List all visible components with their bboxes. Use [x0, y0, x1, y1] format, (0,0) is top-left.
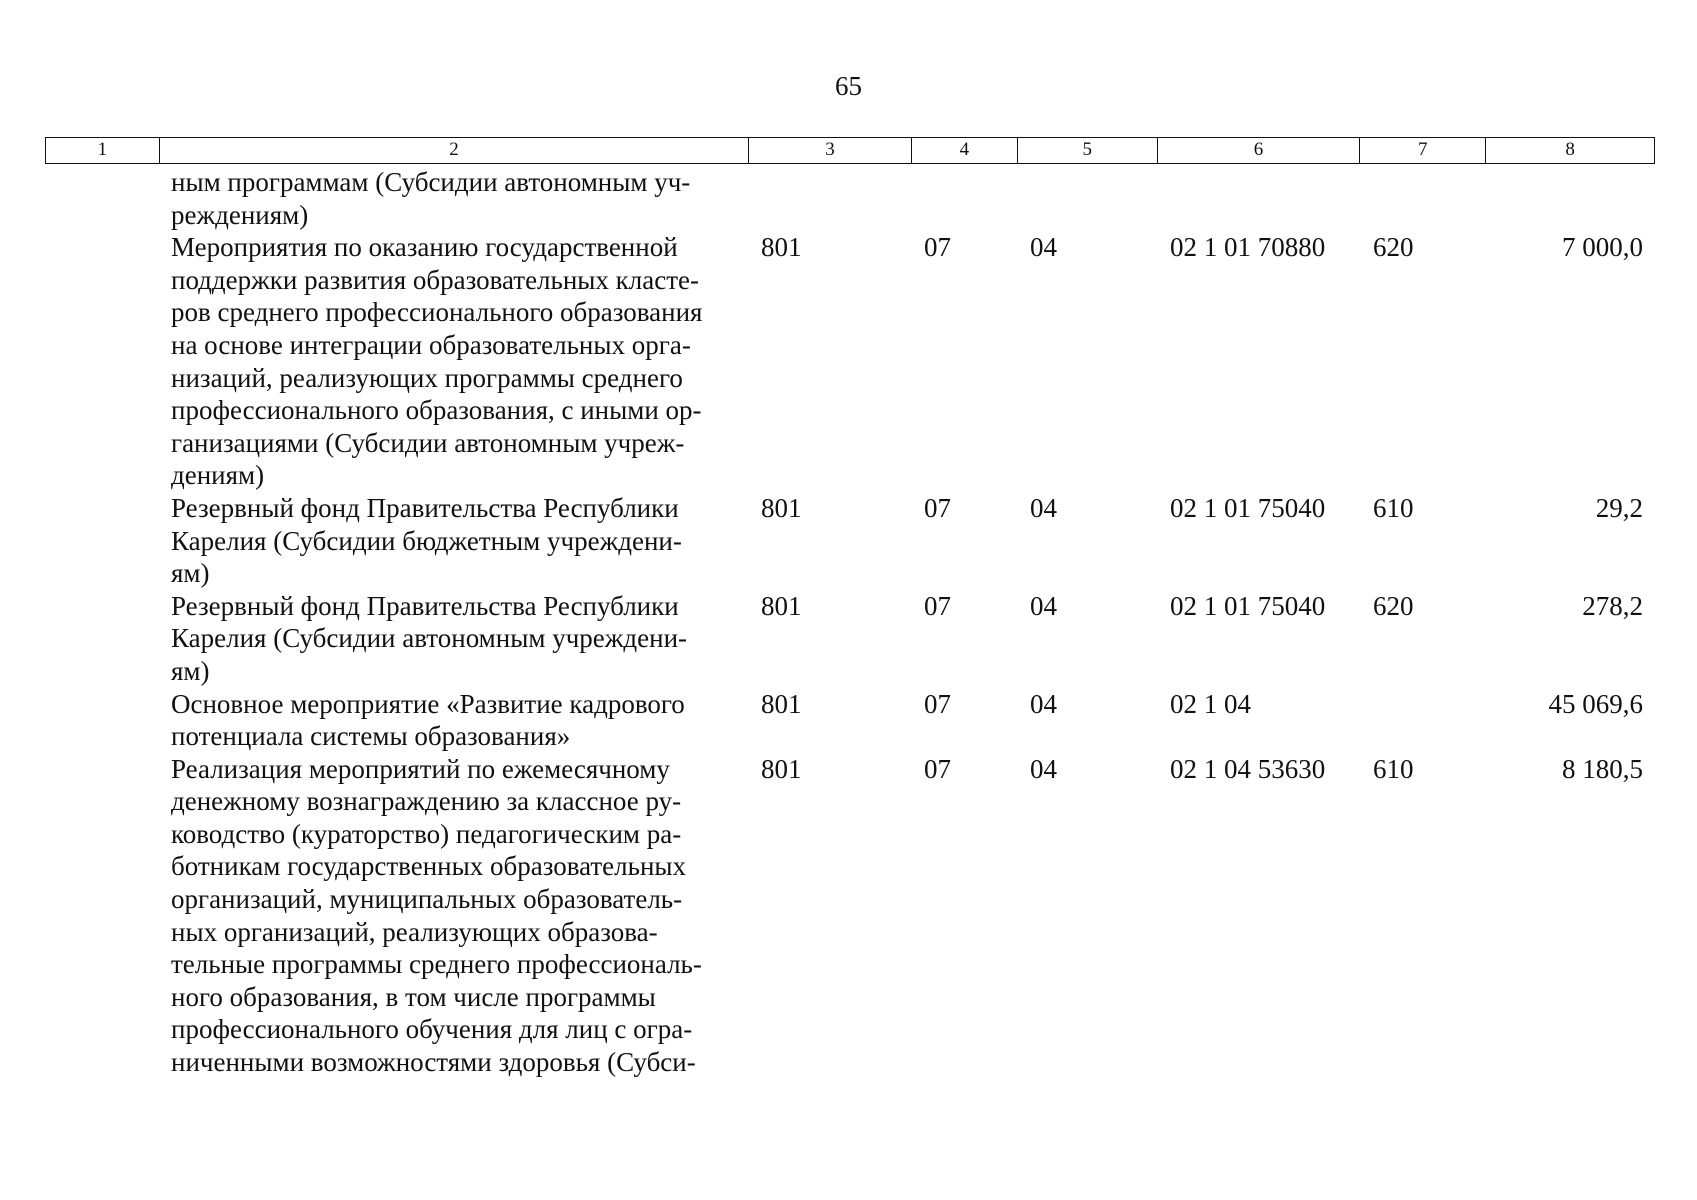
description-line: ров среднего профессионального образования	[171, 297, 703, 328]
header-col-5: 5	[1018, 138, 1158, 163]
cell-subsection: 04	[1030, 232, 1057, 263]
table-row	[45, 492, 1655, 590]
cell-section: 07	[924, 232, 951, 263]
cell-target-article	[1158, 166, 1361, 231]
cell-section: 07	[924, 688, 951, 719]
cell-section: 07	[924, 753, 951, 784]
cell-section: 07	[924, 590, 951, 621]
cell-ministry-code: 801	[761, 590, 802, 621]
description-line: Карелия (Субсидии бюджетным учреждени-	[171, 525, 682, 556]
header-col-8: 8	[1565, 139, 1575, 160]
description-line: денежному вознаграждению за классное ру-	[171, 786, 682, 817]
cell-amount	[1487, 166, 1655, 231]
cell-expense-type: 610	[1373, 753, 1414, 784]
description-line: ниченными возможностями здоровья (Субси-	[171, 1047, 696, 1078]
cell-description	[159, 492, 749, 590]
description-line: поддержки развития образовательных класте-	[171, 264, 700, 295]
cell-expense-type	[1361, 688, 1487, 753]
cell-amount: 8 180,5	[1562, 753, 1643, 784]
description-line: реждениям)	[171, 199, 309, 230]
description-line: низаций, реализующих программы среднего	[171, 362, 683, 393]
description-line: потенциала системы образования»	[171, 721, 571, 752]
cell-expense-type: 620	[1373, 232, 1414, 263]
header-col-1: 1	[46, 138, 160, 163]
cell-expense-type: 620	[1373, 590, 1414, 621]
cell-subsection	[1018, 166, 1158, 231]
cell-description	[159, 166, 749, 231]
description-line: профессионального образования, с иными ор-	[171, 395, 702, 426]
description-line: ководство (кураторство) педагогическим ра-	[171, 818, 682, 849]
cell-amount: 29,2	[1595, 492, 1643, 523]
cell-expense-type	[1361, 166, 1487, 231]
cell-subsection: 04	[1030, 688, 1057, 719]
cell-col-1	[45, 753, 159, 1079]
cell-amount: 45 069,6	[1548, 688, 1643, 719]
description-line: Реализация мероприятий по ежемесячному	[171, 753, 670, 784]
table-row	[45, 688, 1655, 753]
cell-col-1	[45, 688, 159, 753]
description-line: ных организаций, реализующих образова-	[171, 916, 658, 947]
description-line: Резервный фонд Правительства Республики	[171, 492, 679, 523]
cell-ministry-code: 801	[761, 753, 802, 784]
cell-description	[159, 231, 749, 492]
description-line: тельные программы среднего профессиональ-	[171, 949, 702, 980]
table-row	[45, 590, 1655, 688]
cell-ministry-code: 801	[761, 492, 802, 523]
cell-section: 07	[924, 492, 951, 523]
cell-ministry-code	[749, 166, 912, 231]
cell-subsection: 04	[1030, 492, 1057, 523]
description-line: Мероприятия по оказанию государственной	[171, 232, 678, 263]
cell-target-article: 02 1 01 75040	[1170, 590, 1326, 621]
cell-ministry-code: 801	[761, 232, 802, 263]
description-line: ным программам (Субсидии автономным уч-	[171, 167, 691, 197]
cell-description	[159, 590, 749, 688]
table-row	[45, 753, 1655, 1079]
description-line: ганизациями (Субсидии автономным учреж-	[171, 427, 685, 458]
cell-section	[912, 166, 1018, 231]
description-line: на основе интеграции образовательных орга-	[171, 329, 691, 360]
cell-col-1	[45, 492, 159, 590]
cell-target-article: 02 1 04	[1170, 688, 1251, 719]
header-col-4: 4	[912, 138, 1018, 163]
cell-subsection: 04	[1030, 590, 1057, 621]
cell-col-1	[45, 231, 159, 492]
description-line: Основное мероприятие «Развитие кадрового	[171, 688, 685, 719]
description-line: Карелия (Субсидии автономным учреждени-	[171, 623, 688, 654]
cell-col-1	[45, 590, 159, 688]
cell-target-article: 02 1 01 70880	[1170, 232, 1326, 263]
table-body	[45, 166, 1655, 1079]
table-row	[45, 231, 1655, 492]
description-line: профессионального обучения для лиц с огра-	[171, 1014, 693, 1045]
cell-target-article: 02 1 01 75040	[1170, 492, 1326, 523]
header-col-3: 3	[749, 138, 912, 163]
cell-subsection: 04	[1030, 753, 1057, 784]
table-row	[45, 166, 1655, 231]
description-line: ного образования, в том числе программы	[171, 981, 656, 1012]
description-line: ям)	[171, 655, 210, 686]
table-header-row	[45, 137, 1655, 164]
header-col-7: 7	[1360, 138, 1486, 163]
description-line: организаций, муниципальных образователь-	[171, 884, 683, 915]
description-line: ям)	[171, 558, 210, 589]
cell-amount: 7 000,0	[1562, 232, 1643, 263]
cell-ministry-code: 801	[761, 688, 802, 719]
header-col-2: 2	[160, 138, 749, 163]
description-line: дениям)	[171, 460, 265, 491]
cell-description	[159, 688, 749, 753]
description-line: Резервный фонд Правительства Республики	[171, 590, 679, 621]
cell-expense-type: 610	[1373, 492, 1414, 523]
cell-col-1	[45, 166, 159, 231]
page-number: 65	[835, 71, 862, 101]
cell-description	[159, 753, 749, 1079]
description-line: ботникам государственных образовательных	[171, 851, 687, 882]
cell-amount: 278,2	[1582, 590, 1643, 621]
header-col-6: 6	[1158, 138, 1361, 163]
cell-target-article: 02 1 04 53630	[1170, 753, 1326, 784]
